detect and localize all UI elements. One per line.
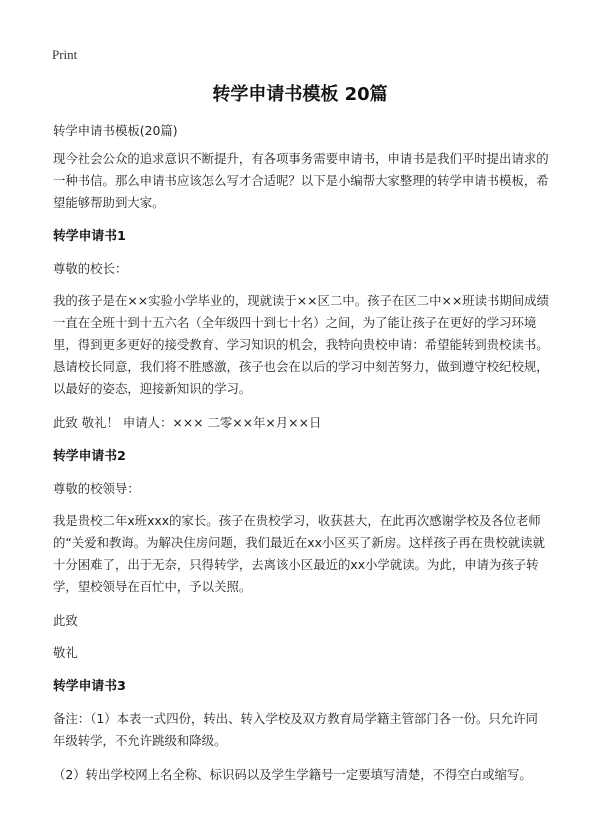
section-1-closing: 此致 敬礼！ 申请人：××× 二零××年×月××日 [53, 415, 322, 430]
print-link[interactable]: Print [52, 47, 78, 62]
section-2-closing-line-2: 敬礼 [53, 645, 78, 660]
document-body [53, 120, 550, 798]
section-2-closing-line-1: 此致 [53, 613, 78, 628]
section-heading-2: 转学申请书2 [53, 449, 126, 464]
section-3-note-1: 备注：（1）本表一式四份，转出、转入学校及双方教育局学籍主管部门各一份。只允许同年级转学，不允许跳级和降级。 [53, 711, 538, 748]
intro-paragraph: 现今社会公众的追求意识不断提升，有各项事务需要申请书，申请书是我们平时提出请求的一种书信。那么申请书应该怎么写才合适呢？以下是小编帮大家整理的转学申请书模板，希望能够帮助到大家。 [53, 151, 549, 210]
document-subtitle: 转学申请书模板(20篇) [53, 123, 178, 138]
page-title: 转学申请书模板 20篇 [212, 84, 388, 105]
section-1-body: 我的孩子是在××实验小学毕业的，现就读于××区二中。孩子在区二中××班读书期间成绩一直在全班十到十五六名（全年级四十到七十名）之间，为了能让孩子在更好的学习环境里，得到更多更好的接受教育、学习知识的机会，我特向贵校申请：希望能转到贵校读书。恳请校长同意，我们将不胜感激，孩子也会在以后的学习中刻苦努力，做到遵守校纪校规，以最好的姿态，迎接新知识的学习。 [53, 293, 549, 396]
section-heading-1: 转学申请书1 [53, 229, 126, 244]
section-heading-3: 转学申请书3 [53, 679, 126, 694]
section-3-note-2: （2）转出学校网上名全称、标识码以及学生学籍号一定要填写清楚，不得空白或缩写。 [53, 767, 532, 782]
section-2-greeting: 尊敬的校领导： [53, 481, 140, 496]
section-1-greeting: 尊敬的校长： [53, 261, 128, 276]
section-2-body: 我是贵校二年x班xxx的家长。孩子在贵校学习，收获甚大，在此再次感谢学校及各位老师的“关爱和教诲。为解决住房问题，我们最近在xx小区买了新房。这样孩子再在贵校就读就十分困难了，出于无奈，只得转学，去离该小区最近的xx小学就读。为此，申请为孩子转学，望校领导在百忙中，予以关照。 [53, 513, 545, 594]
